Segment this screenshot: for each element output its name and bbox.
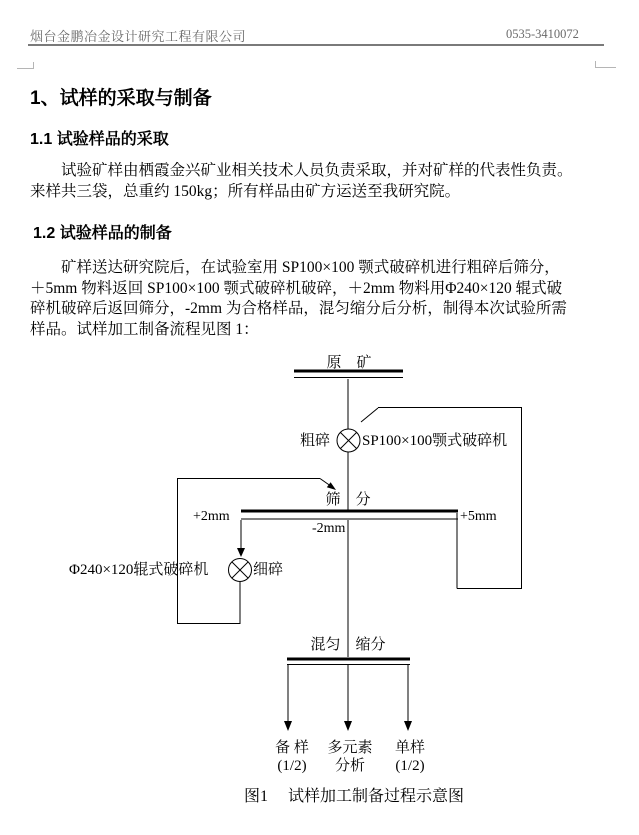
paragraph-2-line-2: ＋5mm 物料返回 SP100×100 颚式破碎机破碎，＋2mm 物料用Φ240×120 辊式破 (30, 279, 563, 297)
output-reserve-sample-fraction: (1/2) (277, 758, 307, 774)
paragraph-2-line-1: 矿样送达研究院后，在试验室用 SP100×100 颚式破碎机进行粗碎后筛分， (61, 259, 560, 276)
output-single-sample (378, 739, 442, 775)
paragraph-1-line-1: 试验矿样由栖霞金兴矿业相关技术人员负责采取，并对矿样的代表性负责。 (61, 162, 573, 179)
raw-ore-label: 原 矿 (326, 355, 372, 371)
output-reserve-sample-name: 备 样 (275, 740, 309, 756)
output-multielement-name: 多元素 (327, 740, 373, 756)
output-reserve-sample (260, 739, 324, 775)
output-single-sample-name: 单样 (394, 740, 425, 756)
output-multielement-analysis (318, 739, 382, 775)
output-multielement-sub: 分析 (334, 758, 365, 774)
mix-split-bar (287, 659, 410, 665)
roll-crusher-label: Φ240×120辊式破碎机 (69, 562, 209, 578)
screening-label: 筛 分 (325, 492, 371, 508)
section-title: 1、试样的采取与制备 (30, 88, 212, 109)
output-arrows (284, 665, 412, 731)
paragraph-1-line-2: 来样共三袋，总重约 150kg；所有样品由矿方运送至我研究院。 (30, 182, 461, 200)
fine-crusher-symbol (229, 559, 252, 582)
oversize-2mm-label: +2mm (193, 509, 230, 524)
coarse-crusher-symbol (337, 429, 360, 452)
plus2-drop-arrow (237, 520, 245, 557)
figure-caption: 图1 试样加工制备过程示意图 (244, 788, 465, 805)
undersize-2mm-label: -2mm (312, 521, 346, 536)
subsection-1-1-heading: 1.1 试验样品的采取 (30, 131, 169, 148)
paragraph-2-line-3: 碎机破碎后返回筛分，-2mm 为合格样品，混匀缩分后分析，制得本次试验所需 (30, 300, 567, 317)
subsection-1-2-heading: 1.2 试验样品的制备 (33, 225, 172, 242)
jaw-crusher-label: SP100×100颚式破碎机 (362, 433, 508, 449)
header-company-name: 烟台金鹏冶金设计研究工程有限公司 (30, 29, 247, 44)
header-phone-number: 0535-3410072 (506, 27, 579, 41)
output-single-sample-fraction: (1/2) (395, 758, 425, 774)
paragraph-2-line-4: 样品。试样加工制备流程见图 1： (30, 320, 259, 338)
coarse-crush-label: 粗碎 (300, 433, 331, 449)
screen-bar (241, 511, 458, 519)
fine-crush-label: 细碎 (253, 562, 284, 578)
mix-split-label: 混匀 缩分 (310, 637, 386, 653)
oversize-5mm-label: +5mm (460, 509, 497, 524)
